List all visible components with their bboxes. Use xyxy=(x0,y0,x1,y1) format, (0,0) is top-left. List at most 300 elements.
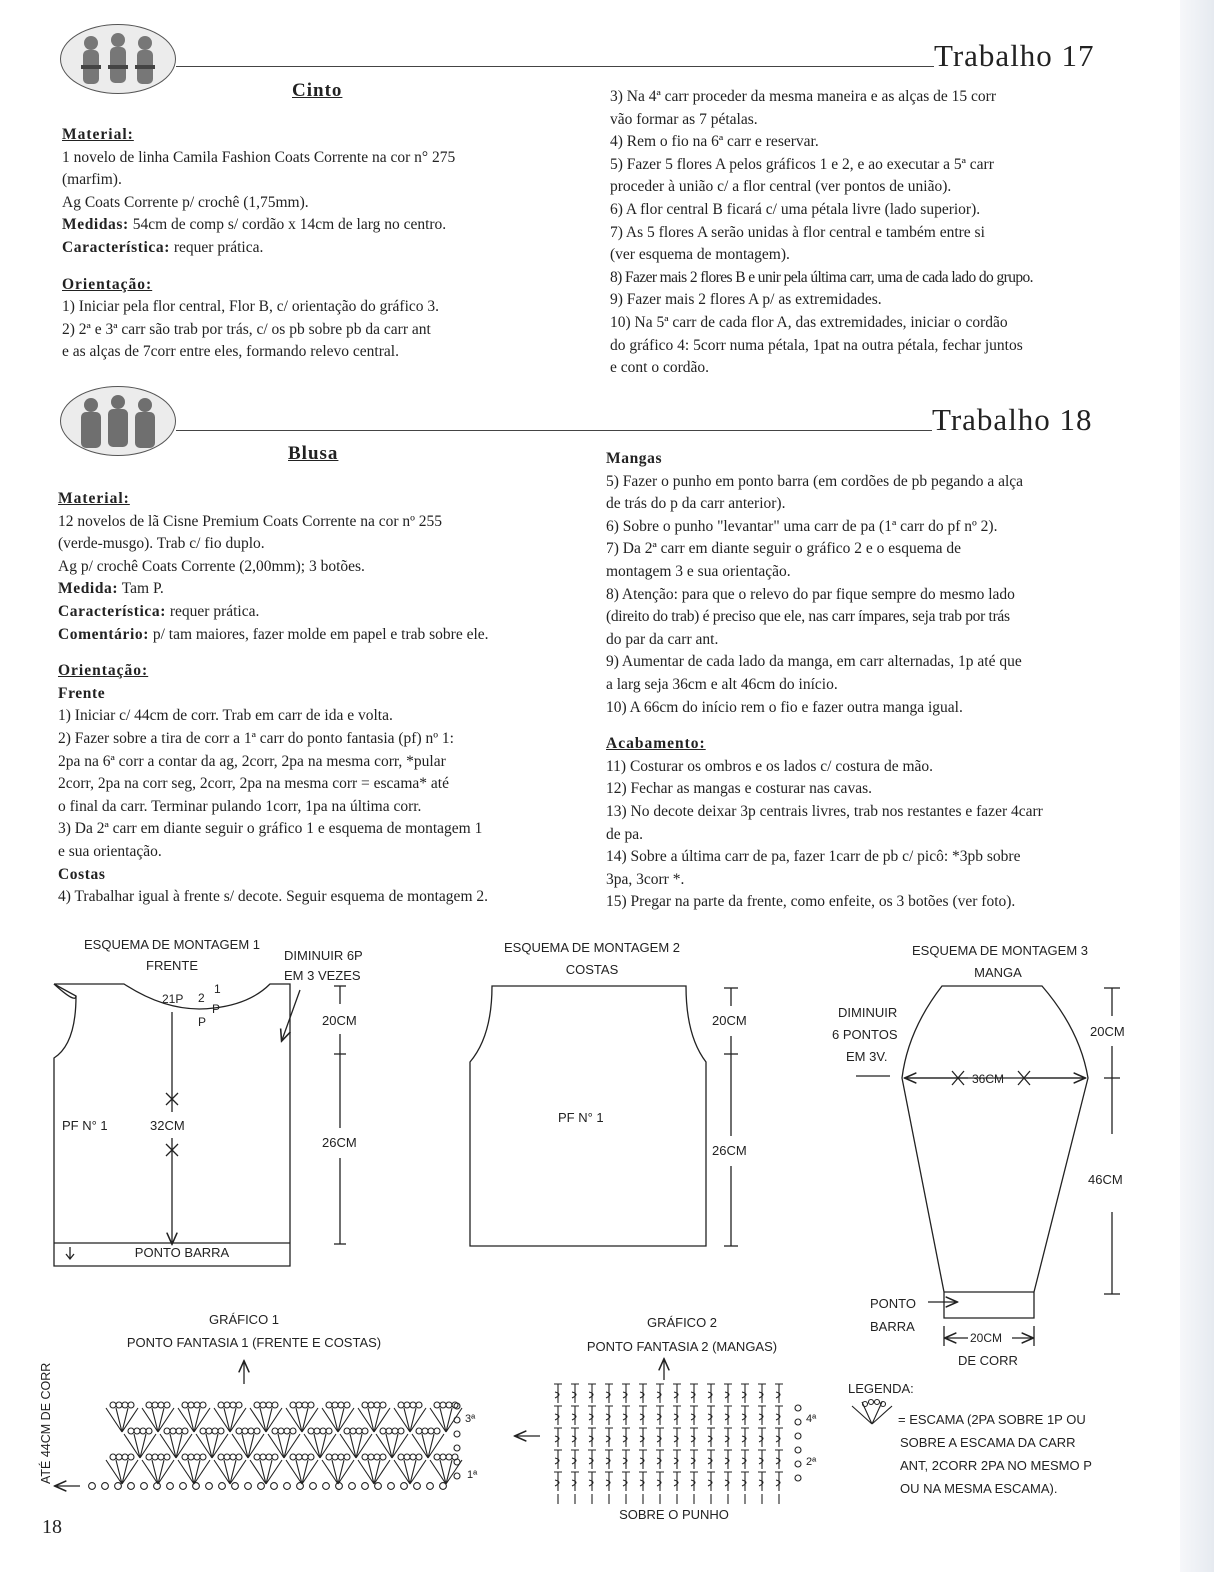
treble-stitch xyxy=(639,1472,647,1491)
esquema-2-subtitle: COSTAS xyxy=(565,962,619,977)
chain-stitch xyxy=(154,1483,161,1490)
chain-stitch xyxy=(296,1402,302,1408)
neck-label: 21P xyxy=(162,992,184,1006)
chain-stitch xyxy=(380,1428,386,1434)
grafico-1-title: GRÁFICO 1 xyxy=(208,1312,280,1327)
chain-stitch xyxy=(115,1483,122,1490)
treble-stitch xyxy=(639,1384,647,1403)
treble-stitch xyxy=(656,1428,664,1447)
treble-stitch xyxy=(622,1450,630,1469)
chain-stitch xyxy=(422,1428,428,1434)
chain-stitch xyxy=(356,1428,362,1434)
blusa-costas-heading: Costas xyxy=(58,865,106,883)
chain-stitch xyxy=(158,1402,164,1408)
cinto-material-line: Ag Coats Corrente p/ crochê (1,75mm). xyxy=(62,193,309,211)
cinto-material-line: 1 novelo de linha Camila Fashion Coats Corrente na cor n° 275 xyxy=(62,148,456,166)
blusa-frente-heading: Frente xyxy=(58,684,106,702)
treble-stitch xyxy=(605,1384,613,1403)
manga-outline xyxy=(902,986,1088,1318)
acabamento-line: 11) Costurar os ombros e os lados c/ costura de mão. xyxy=(606,757,934,775)
legenda-title: LEGENDA: xyxy=(848,1381,914,1396)
fan-stitch xyxy=(430,1460,462,1484)
fan-stitch xyxy=(358,1460,390,1484)
chain-stitch xyxy=(795,1475,801,1481)
esquema-1-width: 32CM xyxy=(150,1118,185,1133)
mangas-line: montagem 3 e sua orientação. xyxy=(606,562,791,580)
treble-stitch xyxy=(707,1472,715,1491)
mangas-line: (direito do trab) é preciso que ele, nas carr ímpares, seja trab por trás xyxy=(606,608,1010,626)
fan-stitch xyxy=(286,1460,318,1484)
chain-stitch xyxy=(795,1461,801,1467)
trabalho-18-title: Trabalho 18 xyxy=(932,402,1093,437)
chain-stitch xyxy=(232,1483,239,1490)
blusa-frente-line: 2corr, 2pa na corr seg, 2corr, 2pa na mesma corr = escama* até xyxy=(58,775,449,793)
treble-stitch xyxy=(741,1428,749,1447)
blusa-frente-line: 2pa na 6ª corr a contar da ag, 2corr, 2pa na mesma corr, *pular xyxy=(58,752,446,770)
chain-stitch xyxy=(310,1483,317,1490)
cinto-orientacao-line: 2) 2ª e 3ª carr são trab por trás, c/ os pb sobre pb da carr ant xyxy=(62,320,431,338)
blusa-material-line: (verde-musgo). Trab c/ fio duplo. xyxy=(58,535,265,553)
mangas-line: 6) Sobre o punho "levantar" uma carr de pa (1ª carr do pf nº 2). xyxy=(606,517,998,535)
treble-stitch xyxy=(673,1472,681,1491)
treble-stitch xyxy=(656,1472,664,1491)
treble-stitch xyxy=(775,1472,783,1491)
treble-stitch xyxy=(673,1450,681,1469)
treble-stitch xyxy=(571,1384,579,1403)
cinto-step: vão formar as 7 pétalas. xyxy=(610,110,758,128)
treble-stitch xyxy=(571,1450,579,1469)
chain-stitch xyxy=(398,1402,404,1408)
chain-stitch xyxy=(454,1417,460,1423)
chain-stitch xyxy=(128,1428,134,1434)
chain-stitch xyxy=(326,1402,332,1408)
chain-stitch xyxy=(167,1483,174,1490)
treble-stitch xyxy=(588,1406,596,1425)
chain-stitch xyxy=(254,1428,260,1434)
chain-stitch xyxy=(388,1483,395,1490)
treble-stitch xyxy=(622,1406,630,1425)
mangas-line: 10) A 66cm do início rem o fio e fazer outra manga igual. xyxy=(606,698,963,716)
chain-stitch xyxy=(224,1402,230,1408)
chain-stitch xyxy=(404,1454,410,1460)
grafico-1-subtitle: PONTO FANTASIA 1 (FRENTE E COSTAS) xyxy=(126,1335,382,1350)
treble-stitch xyxy=(775,1406,783,1425)
treble-stitch xyxy=(588,1450,596,1469)
grafico-2-title: GRÁFICO 2 xyxy=(646,1315,718,1330)
cinto-step: 5) Fazer 5 flores A pelos gráficos 1 e 2, e ao executar a 5ª carr xyxy=(610,155,994,173)
treble-stitch xyxy=(707,1428,715,1447)
treble-stitch xyxy=(758,1406,766,1425)
treble-stitch xyxy=(656,1450,664,1469)
chain-stitch xyxy=(380,1402,386,1408)
treble-stitch xyxy=(741,1406,749,1425)
chain-stitch xyxy=(230,1454,236,1460)
grafico-2-chart xyxy=(554,1384,801,1504)
treble-stitch xyxy=(605,1428,613,1447)
treble-stitch xyxy=(656,1384,664,1403)
chain-stitch xyxy=(386,1428,392,1434)
chain-stitch xyxy=(338,1402,344,1408)
chain-stitch xyxy=(440,1454,446,1460)
chain-stitch xyxy=(336,1483,343,1490)
chain-stitch xyxy=(374,1454,380,1460)
chain-stitch xyxy=(416,1428,422,1434)
acabamento-line: de pa. xyxy=(606,825,644,843)
chain-stitch xyxy=(102,1483,109,1490)
blusa-frente-line: e sua orientação. xyxy=(58,842,162,860)
chain-stitch xyxy=(128,1402,134,1408)
chain-stitch xyxy=(128,1483,135,1490)
chain-stitch xyxy=(401,1483,408,1490)
chain-stitch xyxy=(332,1454,338,1460)
esquema-1-subtitle: FRENTE xyxy=(146,958,198,973)
chain-stitch xyxy=(795,1405,801,1411)
chain-stitch xyxy=(266,1402,272,1408)
chain-stitch xyxy=(272,1428,278,1434)
treble-stitch xyxy=(605,1406,613,1425)
chain-stitch xyxy=(170,1428,176,1434)
chain-stitch xyxy=(414,1483,421,1490)
treble-stitch xyxy=(741,1384,749,1403)
treble-stitch xyxy=(775,1384,783,1403)
chain-stitch xyxy=(308,1402,314,1408)
esquema-1-dim-label-2: EM 3 VEZES xyxy=(284,968,361,983)
chain-stitch xyxy=(134,1428,140,1434)
esquema-3-barra-1: PONTO xyxy=(870,1296,916,1311)
acabamento-line: 15) Pregar na parte da frente, como enfeite, os 3 botões (ver foto). xyxy=(606,893,1016,911)
chain-stitch xyxy=(454,1473,460,1479)
esquema-1-h1: 20CM xyxy=(322,1013,357,1028)
esquema-3-dim-2: 6 PONTOS xyxy=(832,1027,898,1042)
esquema-3-barra-2: BARRA xyxy=(870,1319,915,1334)
blusa-medida-value: Tam P. xyxy=(121,580,164,598)
chain-stitch xyxy=(440,1483,447,1490)
esquema-3-h2: 46CM xyxy=(1088,1172,1123,1187)
blusa-caracteristica-value: requer prática. xyxy=(169,602,260,620)
blusa-material-heading: Material: xyxy=(58,490,130,507)
chain-stitch xyxy=(326,1428,332,1434)
chain-stitch xyxy=(427,1483,434,1490)
esquema-3-bottom-2: DE CORR xyxy=(958,1353,1018,1368)
esquema-2-costas xyxy=(470,986,738,1246)
chain-stitch xyxy=(284,1428,290,1434)
acabamento-line: 12) Fechar as mangas e costurar nas cavas. xyxy=(606,780,872,798)
chain-stitch xyxy=(254,1402,260,1408)
chain-stitch xyxy=(290,1402,296,1408)
treble-stitch xyxy=(605,1450,613,1469)
treble-stitch xyxy=(690,1450,698,1469)
acabamento-heading: Acabamento: xyxy=(606,735,706,753)
chain-stitch xyxy=(200,1402,206,1408)
chain-stitch xyxy=(188,1402,194,1408)
treble-stitch xyxy=(690,1472,698,1491)
chain-stitch xyxy=(374,1402,380,1408)
treble-stitch xyxy=(605,1472,613,1491)
chain-stitch xyxy=(110,1454,116,1460)
esquema-1-barra: PONTO BARRA xyxy=(134,1245,230,1260)
cinto-step: (ver esquema de montagem). xyxy=(610,246,790,264)
chain-stitch xyxy=(434,1428,440,1434)
cinto-orientacao-line: 1) Iniciar pela flor central, Flor B, c/ orientação do gráfico 3. xyxy=(62,298,440,316)
chain-stitch xyxy=(375,1483,382,1490)
treble-stitch xyxy=(707,1406,715,1425)
chain-stitch xyxy=(440,1402,446,1408)
chain-stitch xyxy=(454,1445,460,1451)
mangas-line: do par da carr ant. xyxy=(606,630,719,648)
cinto-step: 9) Fazer mais 2 flores A p/ as extremidades. xyxy=(610,291,882,309)
neck-label: P xyxy=(198,1015,207,1029)
chain-stitch xyxy=(350,1428,356,1434)
chain-stitch xyxy=(314,1428,320,1434)
chain-stitch xyxy=(323,1483,330,1490)
chain-stitch xyxy=(392,1428,398,1434)
neck-label: 1 xyxy=(214,982,221,996)
grafico-1-chart xyxy=(89,1402,462,1489)
treble-stitch xyxy=(571,1472,579,1491)
treble-stitch xyxy=(554,1384,562,1403)
chain-stitch xyxy=(260,1402,266,1408)
treble-stitch xyxy=(571,1406,579,1425)
fan-stitch xyxy=(106,1460,138,1484)
cinto-medidas-label: Medidas: xyxy=(62,216,129,234)
cinto-step: 6) A flor central B ficará c/ uma pétala livre (lado superior). xyxy=(610,200,981,218)
chain-stitch xyxy=(176,1428,182,1434)
cinto-orientacao-heading: Orientação: xyxy=(62,275,153,293)
blusa-material-line: 12 novelos de lã Cisne Premium Coats Corrente na cor nº 255 xyxy=(58,512,443,530)
chain-stitch xyxy=(182,1402,188,1408)
treble-stitch xyxy=(571,1428,579,1447)
chain-stitch xyxy=(89,1483,96,1490)
treble-stitch xyxy=(588,1472,596,1491)
treble-stitch xyxy=(673,1406,681,1425)
treble-stitch xyxy=(741,1450,749,1469)
chain-stitch xyxy=(258,1483,265,1490)
chain-stitch xyxy=(326,1454,332,1460)
esquema-2-h2: 26CM xyxy=(712,1143,747,1158)
blusa-costas-line: 4) Trabalhar igual à frente s/ decote. Seguir esquema de montagem 2. xyxy=(58,888,488,906)
chain-stitch xyxy=(284,1483,291,1490)
chain-stitch xyxy=(266,1454,272,1460)
chain-stitch xyxy=(434,1402,440,1408)
fan-stitch xyxy=(178,1460,210,1484)
cinto-step: 8) Fazer mais 2 flores B e unir pela última carr, uma de cada lado do grupo. xyxy=(610,268,1033,286)
chain-stitch xyxy=(308,1428,314,1434)
page-number: 18 xyxy=(42,1516,62,1538)
chain-stitch xyxy=(380,1454,386,1460)
chain-stitch xyxy=(194,1454,200,1460)
chain-stitch xyxy=(224,1454,230,1460)
chain-stitch xyxy=(164,1428,170,1434)
chain-stitch xyxy=(182,1454,188,1460)
blusa-medida-label: Medida: xyxy=(58,580,119,598)
chain-stitch xyxy=(158,1454,164,1460)
chain-stitch xyxy=(212,1428,218,1434)
blusa-frente-line: 2) Fazer sobre a tira de corr a 1ª carr do ponto fantasia (pf) nº 1: xyxy=(58,729,454,747)
chain-stitch xyxy=(404,1402,410,1408)
chain-stitch xyxy=(140,1428,146,1434)
chain-stitch xyxy=(416,1402,422,1408)
treble-stitch xyxy=(656,1406,664,1425)
treble-stitch xyxy=(639,1406,647,1425)
legenda-line: ANT, 2CORR 2PA NO MESMO P xyxy=(900,1458,1092,1473)
blusa-comentario-value: p/ tam maiores, fazer molde em papel e trab sobre ele. xyxy=(152,625,489,643)
cinto-medidas-value: 54cm de comp s/ cordão x 14cm de larg no centro. xyxy=(132,216,447,234)
chain-stitch xyxy=(188,1454,194,1460)
treble-stitch xyxy=(639,1428,647,1447)
chain-stitch xyxy=(219,1483,226,1490)
grafico-2-row-2: 2ª xyxy=(806,1456,817,1468)
chain-stitch xyxy=(362,1402,368,1408)
chain-stitch xyxy=(362,1483,369,1490)
chain-stitch xyxy=(320,1428,326,1434)
treble-stitch xyxy=(554,1428,562,1447)
chain-stitch xyxy=(297,1483,304,1490)
esquema-2-pf: PF N° 1 xyxy=(558,1110,604,1125)
chain-stitch xyxy=(344,1454,350,1460)
treble-stitch xyxy=(554,1406,562,1425)
chain-stitch xyxy=(290,1454,296,1460)
chain-stitch xyxy=(308,1454,314,1460)
esquema-3-bottom: 20CM xyxy=(970,1331,1003,1345)
cinto-step: 4) Rem o fio na 6ª carr e reservar. xyxy=(610,133,819,151)
treble-stitch xyxy=(724,1428,732,1447)
blusa-frente-line: 3) Da 2ª carr em diante seguir o gráfico 1 e esquema de montagem 1 xyxy=(58,820,483,838)
cinto-step: 3) Na 4ª carr proceder da mesma maneira e as alças de 15 corr xyxy=(610,88,996,105)
chain-stitch xyxy=(200,1454,206,1460)
treble-stitch xyxy=(690,1406,698,1425)
blusa-comentario-label: Comentário: xyxy=(58,625,149,643)
treble-stitch xyxy=(775,1450,783,1469)
chain-stitch xyxy=(362,1428,368,1434)
chain-stitch xyxy=(218,1428,224,1434)
grafico-2-row-4: 4ª xyxy=(806,1413,817,1425)
chain-stitch xyxy=(338,1454,344,1460)
esquema-3-title: ESQUEMA DE MONTAGEM 3 xyxy=(911,943,1089,958)
treble-stitch xyxy=(758,1384,766,1403)
chain-stitch xyxy=(454,1403,460,1409)
esquema-1-pf: PF N° 1 xyxy=(62,1118,108,1133)
grafico-1-row-3: 3ª xyxy=(465,1413,476,1425)
cinto-orientacao-line: e as alças de 7corr entre eles, formando relevo central. xyxy=(62,343,399,361)
fan-stitch xyxy=(250,1460,282,1484)
treble-stitch xyxy=(724,1472,732,1491)
treble-stitch xyxy=(707,1384,715,1403)
chain-stitch xyxy=(182,1428,188,1434)
chain-stitch xyxy=(434,1454,440,1460)
neck-label: 2 xyxy=(198,991,205,1005)
esquema-1-h2: 26CM xyxy=(322,1135,357,1150)
esquema-2-h1: 20CM xyxy=(712,1013,747,1028)
chain-stitch xyxy=(368,1402,374,1408)
chain-stitch xyxy=(795,1419,801,1425)
mangas-line: 8) Atenção: para que o relevo do par fique sempre do mesmo lado xyxy=(606,585,1015,603)
chain-stitch xyxy=(236,1428,242,1434)
chain-stitch xyxy=(146,1428,152,1434)
treble-stitch xyxy=(622,1472,630,1491)
chain-stitch xyxy=(290,1428,296,1434)
cinto-caracteristica-value: requer prática. xyxy=(173,238,264,256)
esquema-1-title: ESQUEMA DE MONTAGEM 1 xyxy=(83,937,261,952)
chain-stitch xyxy=(296,1454,302,1460)
chain-stitch xyxy=(278,1428,284,1434)
esquema-2-title: ESQUEMA DE MONTAGEM 2 xyxy=(503,940,681,955)
chain-stitch xyxy=(795,1433,801,1439)
chain-stitch xyxy=(368,1454,374,1460)
chain-stitch xyxy=(146,1402,152,1408)
fan-stitch xyxy=(322,1460,354,1484)
chain-stitch xyxy=(446,1454,452,1460)
grafico-1-side: ATÉ 44CM DE CORR xyxy=(39,1362,53,1484)
fan-stitch xyxy=(142,1460,174,1484)
chain-stitch xyxy=(344,1402,350,1408)
chain-stitch xyxy=(302,1402,308,1408)
chain-stitch xyxy=(164,1454,170,1460)
mangas-line: 5) Fazer o punho em ponto barra (em cordões de pb pegando a alça xyxy=(606,472,1024,490)
legenda-line: = ESCAMA (2PA SOBRE 1P OU xyxy=(898,1412,1086,1427)
chain-stitch xyxy=(218,1454,224,1460)
neck-label: P xyxy=(212,1002,221,1016)
esquema-3-subtitle: MANGA xyxy=(974,965,1022,980)
chain-stitch xyxy=(230,1402,236,1408)
mangas-line: 7) Da 2ª carr em diante seguir o gráfico 2 e o esquema de xyxy=(606,540,962,558)
fan-stitch xyxy=(214,1460,246,1484)
treble-stitch xyxy=(758,1450,766,1469)
cinto-step: 7) As 5 flores A serão unidas à flor central e também entre si xyxy=(610,223,985,241)
chain-stitch xyxy=(454,1431,460,1437)
treble-stitch xyxy=(724,1384,732,1403)
treble-stitch xyxy=(775,1428,783,1447)
escama-symbol-icon xyxy=(852,1400,892,1425)
treble-stitch xyxy=(707,1450,715,1469)
treble-stitch xyxy=(724,1406,732,1425)
mangas-line: a larg seja 36cm e alt 46cm do início. xyxy=(606,675,838,693)
treble-stitch xyxy=(758,1472,766,1491)
treble-stitch xyxy=(673,1428,681,1447)
chain-stitch xyxy=(272,1402,278,1408)
chain-stitch xyxy=(795,1447,801,1453)
chain-stitch xyxy=(206,1428,212,1434)
trabalho-17-title: Trabalho 17 xyxy=(934,38,1095,73)
chain-stitch xyxy=(218,1402,224,1408)
chain-stitch xyxy=(428,1428,434,1434)
chain-stitch xyxy=(152,1454,158,1460)
chain-stitch xyxy=(128,1454,134,1460)
cinto-caracteristica-label: Característica: xyxy=(62,238,170,256)
chain-stitch xyxy=(146,1454,152,1460)
legenda-line: SOBRE A ESCAMA DA CARR xyxy=(900,1435,1076,1450)
treble-stitch xyxy=(690,1384,698,1403)
grafico-2-subtitle: PONTO FANTASIA 2 (MANGAS) xyxy=(586,1339,778,1354)
chain-stitch xyxy=(398,1454,404,1460)
blusa-frente-line: 1) Iniciar c/ 44cm de corr. Trab em carr de ida e volta. xyxy=(58,707,393,725)
treble-stitch xyxy=(588,1428,596,1447)
cinto-material-line: (marfim). xyxy=(62,171,122,189)
treble-stitch xyxy=(724,1450,732,1469)
fan-stitch xyxy=(394,1460,426,1484)
treble-stitch xyxy=(588,1384,596,1403)
cinto-material-heading: Material: xyxy=(62,126,134,143)
chain-stitch xyxy=(180,1483,187,1490)
chain-stitch xyxy=(194,1402,200,1408)
treble-stitch xyxy=(639,1450,647,1469)
cinto-title: Cinto xyxy=(292,80,343,101)
chain-stitch xyxy=(110,1402,116,1408)
chain-stitch xyxy=(410,1402,416,1408)
treble-stitch xyxy=(622,1384,630,1403)
treble-stitch xyxy=(622,1428,630,1447)
chain-stitch xyxy=(271,1483,278,1490)
chain-stitch xyxy=(362,1454,368,1460)
